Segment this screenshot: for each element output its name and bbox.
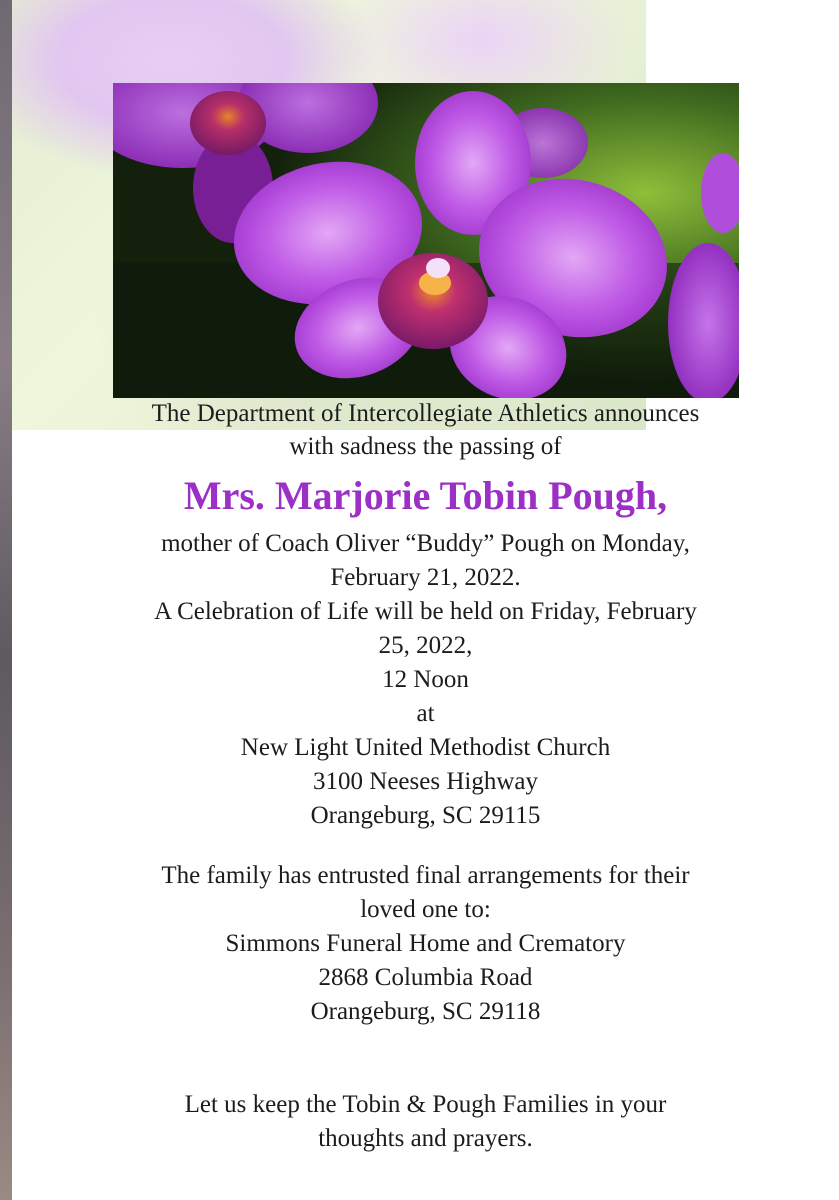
details-line: 25, 2022,	[378, 632, 473, 659]
funeral-home-address: 2868 Columbia Road	[318, 964, 533, 991]
funeral-home-city: Orangeburg, SC 29118	[310, 998, 541, 1025]
arrangements	[12, 859, 839, 1029]
funeral-home-name: Simmons Funeral Home and Crematory	[225, 930, 626, 957]
closing-line: Let us keep the Tobin & Pough Families in your	[184, 1091, 667, 1118]
venue-name: New Light United Methodist Church	[240, 734, 611, 761]
announcement-line: with sadness the passing of	[289, 433, 562, 460]
closing-line: thoughts and prayers.	[318, 1125, 533, 1152]
left-edge-shadow	[0, 0, 12, 1200]
announcement	[12, 397, 839, 463]
details-line: A Celebration of Life will be held on Friday, February	[154, 598, 697, 625]
closing-message	[12, 1088, 839, 1156]
service-details	[12, 527, 839, 833]
arrangements-line: loved one to:	[360, 896, 491, 923]
details-line: mother of Coach Oliver “Buddy” Pough on Monday,	[161, 530, 690, 557]
deceased-name: Mrs. Marjorie Tobin Pough,	[183, 473, 668, 518]
details-line: at	[416, 700, 435, 727]
announcement-line: The Department of Intercollegiate Athletics announces	[151, 400, 700, 427]
orchid-photo	[113, 83, 739, 398]
service-time: 12 Noon	[382, 666, 469, 693]
venue-address: 3100 Neeses Highway	[313, 768, 538, 795]
arrangements-line: The family has entrusted final arrangements for their	[161, 862, 690, 889]
details-line: February 21, 2022.	[330, 564, 521, 591]
venue-city: Orangeburg, SC 29115	[310, 802, 541, 829]
